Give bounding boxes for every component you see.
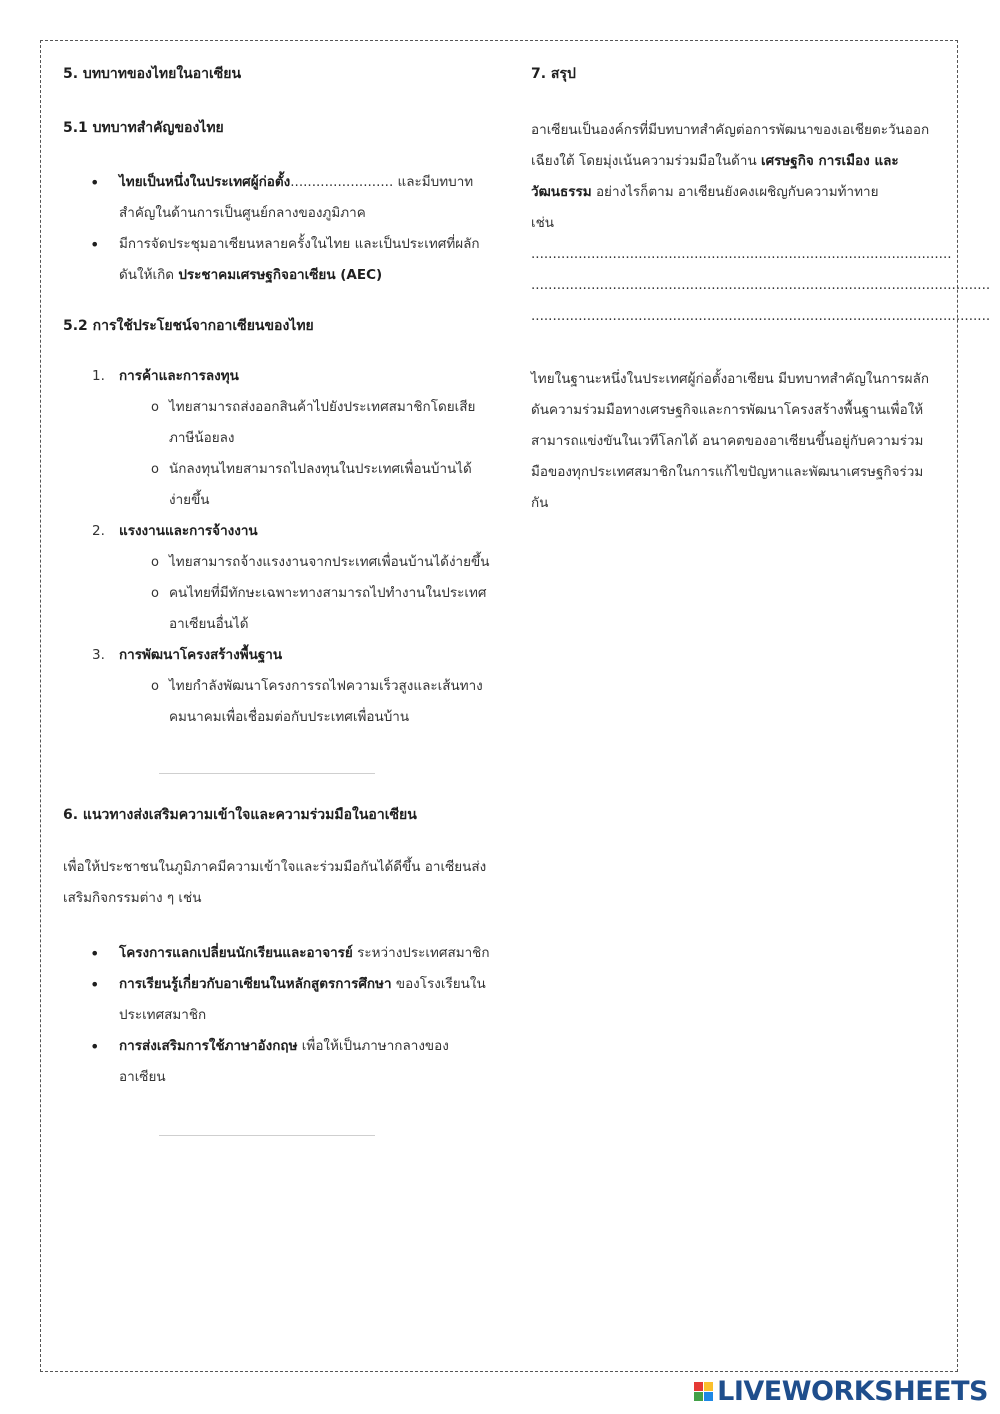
answer-blank[interactable]: ........................ — [290, 174, 394, 190]
bold-text: การส่งเสริมการใช้ภาษาอังกฤษ — [119, 1038, 298, 1054]
item-number: 2. — [92, 523, 105, 539]
numbered-item — [63, 640, 493, 733]
section-6-list — [63, 938, 493, 1093]
summary-paragraph — [531, 115, 936, 208]
item-title: แรงงานและการจ้างงาน — [119, 523, 258, 539]
item-title: การค้าและการลงทุน — [119, 368, 239, 384]
logo-square — [694, 1382, 703, 1391]
worksheet-page — [40, 40, 991, 1372]
item-number: 1. — [92, 368, 105, 384]
sub-list — [63, 547, 493, 640]
section-5-1-title: 5.1 บทบาทสำคัญของไทย — [63, 120, 224, 136]
numbered-item — [63, 361, 493, 516]
sub-item: o ไทยสามารถส่งออกสินค้าไปยังประเทศสมาชิกโดยเสียภาษีน้อยลง — [63, 392, 493, 454]
bold-text: โครงการแลกเปลี่ยนนักเรียนและอาจารย์ — [119, 945, 353, 961]
right-column — [531, 63, 991, 519]
paragraph-text: อย่างไรก็ตาม อาเซียนยังคงเผชิญกับความท้าทาย — [591, 184, 879, 200]
logo-text: LIVEWORKSHEETS — [717, 1375, 988, 1407]
liveworksheets-logo — [694, 1376, 988, 1406]
sub-item: o คนไทยที่มีทักษะเฉพาะทางสามารถไปทำงานในประเทศอาเซียนอื่นได้ — [63, 578, 493, 640]
item-text: และมีบทบาทสำคัญในด้านการเป็นศูนย์กลางของภูมิภาค — [119, 174, 474, 221]
answer-line[interactable]: ........................................................................................................... — [531, 308, 991, 324]
bold-text: ประชาคมเศรษฐกิจอาเซียน (AEC) — [178, 267, 383, 283]
divider — [159, 1135, 375, 1136]
list-item — [63, 938, 493, 969]
logo-square — [704, 1392, 713, 1401]
conclusion-paragraph: ไทยในฐานะหนึ่งในประเทศผู้ก่อตั้งอาเซียน มีบทบาทสำคัญในการผลักดันความร่วมมือทางเศรษฐกิจและการพัฒนาโครงสร้างพื้นฐานเพื่อให้สามารถแข่งขันในเวทีโลกได้ อนาคตของอาเซียนขึ้นอยู่กับความร่วมมือของทุกประเทศสมาชิกในการแก้ไขปัญหาและพัฒนาเศรษฐกิจร่วมกัน — [531, 371, 930, 511]
bold-text: การเรียนรู้เกี่ยวกับอาเซียนในหลักสูตรการศึกษา — [119, 976, 392, 992]
section-6-intro: เพื่อให้ประชาชนในภูมิภาคมีความเข้าใจและร่วมมือกันได้ดีขึ้น อาเซียนส่งเสริมกิจกรรมต่าง ๆ เช่น — [63, 859, 487, 906]
answer-line[interactable]: ........................................................................................................... — [531, 277, 991, 293]
sub-item: o นักลงทุนไทยสามารถไปลงทุนในประเทศเพื่อนบ้านได้ง่ายขึ้น — [63, 454, 493, 516]
paragraph-text: อาเซียนเป็นองค์กรที่มีบทบาทสำคัญต่อการพัฒนาของเอเชียตะวันออกเฉียงใต้ โดยมุ่งเน้นความร่วมมือในด้าน — [531, 122, 930, 169]
item-text: มีการจัดประชุมอาเซียนหลายครั้งในไทย และเป็นประเทศที่ผลักดันให้เกิด — [119, 236, 480, 283]
answer-line[interactable]: เช่น .................................................................................................. — [531, 215, 952, 262]
list-item — [63, 969, 493, 1031]
item-text: ระหว่างประเทศสมาชิก — [352, 945, 490, 961]
bold-text: เศรษฐกิจ การเมือง และวัฒนธรรม — [531, 153, 899, 200]
section-5-title: 5. บทบาทของไทยในอาเซียน — [63, 66, 242, 82]
item-title: การพัฒนาโครงสร้างพื้นฐาน — [119, 647, 283, 663]
item-number: 3. — [92, 647, 105, 663]
logo-square — [694, 1392, 703, 1401]
section-6-title: 6. แนวทางส่งเสริมความเข้าใจและความร่วมมือในอาเซียน — [63, 807, 417, 823]
section-5-2-title: 5.2 การใช้ประโยชน์จากอาเซียนของไทย — [63, 318, 314, 334]
bold-text: ไทยเป็นหนึ่งในประเทศผู้ก่อตั้ง — [119, 174, 291, 190]
logo-icon — [694, 1382, 713, 1401]
section-7-title: 7. สรุป — [531, 66, 576, 82]
list-item — [63, 167, 493, 229]
item-text: เพื่อให้เป็นภาษากลางของอาเซียน — [119, 1038, 449, 1085]
list-item — [63, 229, 493, 291]
sub-list — [63, 392, 493, 516]
sub-item: o ไทยสามารถจ้างแรงงานจากประเทศเพื่อนบ้านได้ง่ายขึ้น — [63, 547, 493, 578]
section-5-2-list — [63, 361, 493, 733]
left-column — [63, 63, 493, 1136]
item-text: ของโรงเรียนในประเทศสมาชิก — [119, 976, 486, 1023]
list-item — [63, 1031, 493, 1093]
numbered-item — [63, 516, 493, 640]
section-5-1-list — [63, 167, 493, 291]
sub-list — [63, 671, 493, 733]
logo-square — [704, 1382, 713, 1391]
sub-item: o ไทยกำลังพัฒนาโครงการรถไฟความเร็วสูงและเส้นทางคมนาคมเพื่อเชื่อมต่อกับประเทศเพื่อนบ้าน — [63, 671, 493, 733]
